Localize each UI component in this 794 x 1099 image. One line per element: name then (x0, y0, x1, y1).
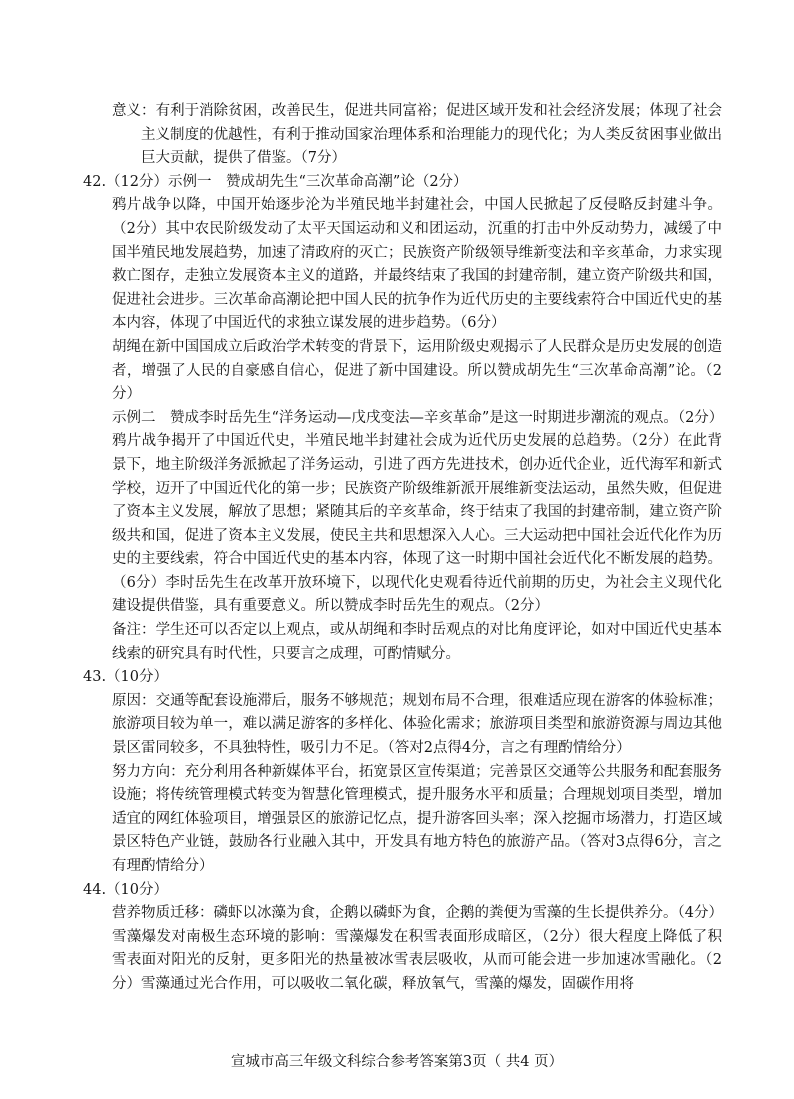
q42-note: 备注：学生还可以否定以上观点，或从胡绳和李时岳观点的对比角度评论，如对中国近代史基本线索的研究具有时代性，只要言之成理，可酌情赋分。 (112, 622, 722, 662)
page-footer: 宣城市高三年级文科综合参考答案第3页（ 共4 页） (230, 1054, 564, 1070)
q44-body (83, 902, 722, 996)
q42-body (83, 194, 722, 666)
q42-example2-analysis: 鸦片战争揭开了中国近代史，半殖民地半封建社会成为近代历史发展的总趋势。（2分）在此背景下，地主阶级洋务派掀起了洋务运动，引进了西方先进技术，创办近代企业，近代海军和新式学校，迈开了中国近代化的第一步；民族资产阶级维新派开展维新变法运动，虽然失败，但促进了资本主义发展，解放了思想；紧随其后的辛亥革命，终于结束了我国的封建帝制，建立资产阶级共和国，促进了资本主义发展，使民主共和思想深入人心。三大运动把中国社会近代化作为历史的主要线索，符合中国近代史的基本内容，体现了这一时期中国社会近代化不断发展的趋势。（6分）李时岳先生在改革开放环境下，以现代化史观看待近代前期的历史，为社会主义现代化建设提供借鉴，具有重要意义。所以赞成李时岳先生的观点。（2分） (112, 433, 722, 615)
q42-example1-context: 胡绳在新中国国成立后政治学术转变的背景下，运用阶级史观揭示了人民群众是历史发展的创造者，增强了人民的自豪感自信心，促进了新中国建设。所以赞成胡先生“三次革命高潮”论。（2分） (112, 338, 722, 403)
q42-heading: 42.（12分）示例一 赞成胡先生“三次革命高潮”论（2分） (83, 173, 468, 190)
q43-reasons: 原因：交通等配套设施滞后，服务不够规范；规划布局不合理，很难适应现在游客的体验标准；旅游项目较为单一，难以满足游客的多样化、体验化需求；旅游项目类型和旅游资源与周边其他景区雷同较多，不具独特性，吸引力不足。（答对2点得4分，言之有理酌情给分） (112, 692, 722, 757)
q44-heading: 44.（10分） (83, 881, 169, 898)
q44-ecological-impact: 雪藻爆发对南极生态环境的影响：雪藻爆发在积雪表面形成暗区，（2分）很大程度上降低了积雪表面对阳光的反射，更多阳光的热量被冰雪表层吸收，从而可能会进一步加速冰雪融化。（2分）雪藻通过光合作用，可以吸收二氧化碳，释放氧气，雪藻的爆发，固碳作用将 (112, 928, 722, 992)
q43-heading: 43.（10分） (83, 669, 169, 686)
q44-nutrient-transfer: 营养物质迁移：磷虾以冰藻为食，企鹅以磷虾为食，企鹅的粪便为雪藻的生长提供养分。（4分） (112, 905, 723, 922)
answer-content (83, 100, 724, 997)
q41-significance: 意义：有利于消除贫困，改善民生，促进共同富裕；促进区域开发和社会经济发展；体现了社会主义制度的优越性，有利于推动国家治理体系和治理能力的现代化；为人类反贫困事业做出巨大贡献，提供了借鉴。（7分） (112, 103, 722, 167)
q42-example2-heading: 示例二 赞成李时岳先生“洋务运动—戊戌变法—辛亥革命”是这一时期进步潮流的观点。（2分） (112, 409, 724, 426)
q42-example1-analysis: 鸦片战争以降，中国开始逐步沦为半殖民地半封建社会，中国人民掀起了反侵略反封建斗争。（2分）其中农民阶级发动了太平天国运动和义和团运动，沉重的打击中外反动势力，减缓了中国半殖民地发展趋势，加速了清政府的灭亡；民族资产阶级领导维新变法和辛亥革命，力求实现救亡图存，走独立发展资本主义的道路，并最终结束了我国的封建帝制，建立资产阶级共和国，促进社会进步。三次革命高潮论把中国人民的抗争作为近代历史的主要线索符合中国近代史的基本内容，体现了中国近代的求独立谋发展的进步趋势。（6分） (112, 197, 722, 332)
q43-directions: 努力方向：充分利用各种新媒体平台，拓宽景区宣传渠道；完善景区交通等公共服务和配套服务设施；将传统管理模式转变为智慧化管理模式，提升服务水平和质量；合理规划项目类型，增加适宜的网红体验项目，增强景区的旅游记忆点，提升游客回头率；深入挖掘市场潜力，打造区域景区特色产业链，鼓励各行业融入其中，开发具有地方特色的旅游产品。（答对3点得6分，言之有理酌情给分） (112, 763, 722, 874)
q43-body (83, 690, 722, 879)
